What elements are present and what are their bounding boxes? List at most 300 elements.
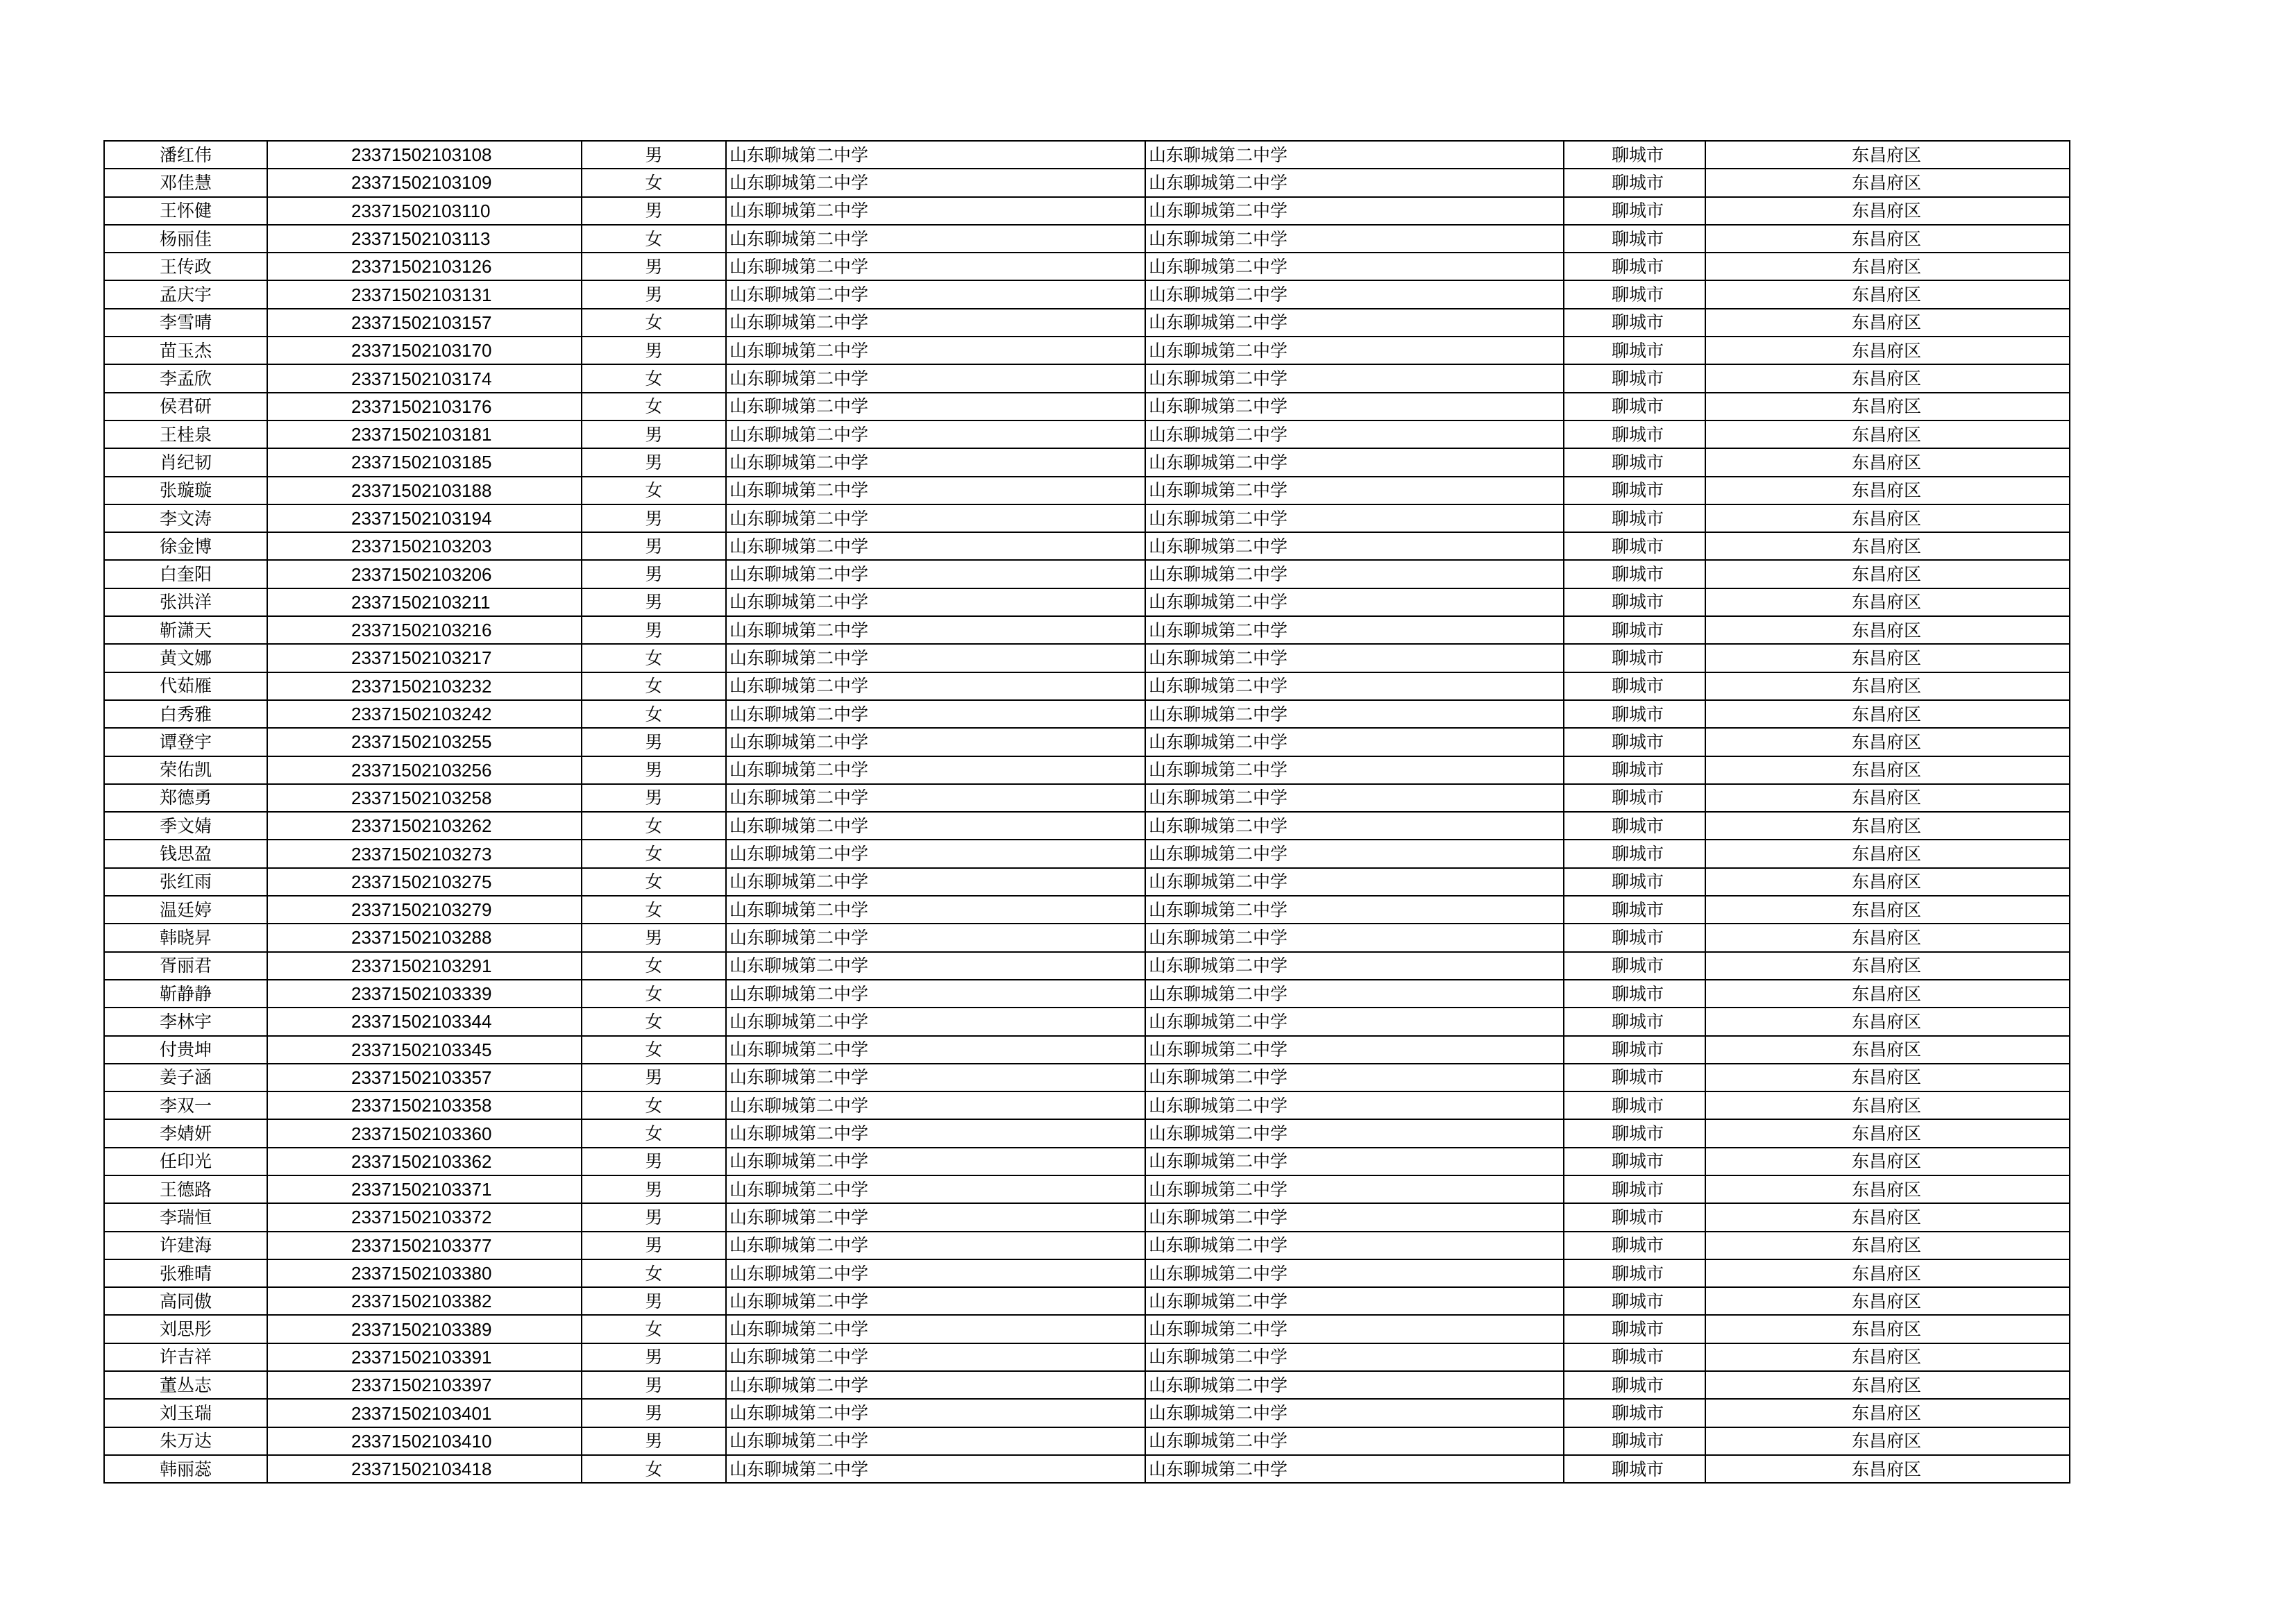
student-table [103,140,2070,1484]
exam-id-cell: 23371502103113 [267,225,582,253]
admission-school-cell: 山东聊城第二中学 [1145,1371,1564,1399]
city-cell: 聊城市 [1564,840,1705,867]
gender-cell: 女 [582,1119,726,1147]
exam-id-cell: 23371502103242 [267,700,582,728]
admission-school-cell: 山东聊城第二中学 [1145,141,1564,169]
exam-id-cell: 23371502103397 [267,1371,582,1399]
district-cell: 东昌府区 [1705,1287,2070,1315]
district-cell: 东昌府区 [1705,1232,2070,1259]
district-cell: 东昌府区 [1705,1064,2070,1091]
city-cell: 聊城市 [1564,588,1705,616]
gender-cell: 男 [582,1148,726,1175]
name-cell: 谭登宇 [104,728,267,756]
district-cell: 东昌府区 [1705,1427,2070,1455]
name-cell: 李林宇 [104,1008,267,1035]
admission-school-cell: 山东聊城第二中学 [1145,980,1564,1008]
school-cell: 山东聊城第二中学 [726,560,1145,588]
exam-id-cell: 23371502103217 [267,644,582,672]
admission-school-cell: 山东聊城第二中学 [1145,1343,1564,1371]
admission-school-cell: 山东聊城第二中学 [1145,1399,1564,1427]
gender-cell: 男 [582,280,726,308]
admission-school-cell: 山东聊城第二中学 [1145,756,1564,784]
table-row [104,644,2070,672]
exam-id-cell: 23371502103255 [267,728,582,756]
table-row [104,980,2070,1008]
school-cell: 山东聊城第二中学 [726,1203,1145,1231]
school-cell: 山东聊城第二中学 [726,1427,1145,1455]
exam-id-cell: 23371502103275 [267,868,582,896]
district-cell: 东昌府区 [1705,393,2070,420]
city-cell: 聊城市 [1564,952,1705,980]
table-row [104,364,2070,392]
admission-school-cell: 山东聊城第二中学 [1145,812,1564,840]
gender-cell: 女 [582,896,726,924]
district-cell: 东昌府区 [1705,448,2070,476]
admission-school-cell: 山东聊城第二中学 [1145,728,1564,756]
table-row [104,700,2070,728]
district-cell: 东昌府区 [1705,1119,2070,1147]
table-row [104,420,2070,448]
table-row [104,393,2070,420]
school-cell: 山东聊城第二中学 [726,784,1145,812]
gender-cell: 男 [582,504,726,532]
city-cell: 聊城市 [1564,169,1705,196]
exam-id-cell: 23371502103362 [267,1148,582,1175]
city-cell: 聊城市 [1564,1008,1705,1035]
name-cell: 胥丽君 [104,952,267,980]
exam-id-cell: 23371502103131 [267,280,582,308]
city-cell: 聊城市 [1564,1119,1705,1147]
admission-school-cell: 山东聊城第二中学 [1145,197,1564,225]
admission-school-cell: 山东聊城第二中学 [1145,169,1564,196]
exam-id-cell: 23371502103176 [267,393,582,420]
gender-cell: 女 [582,225,726,253]
city-cell: 聊城市 [1564,225,1705,253]
name-cell: 李文涛 [104,504,267,532]
exam-id-cell: 23371502103389 [267,1315,582,1343]
school-cell: 山东聊城第二中学 [726,812,1145,840]
gender-cell: 女 [582,364,726,392]
name-cell: 黄文娜 [104,644,267,672]
exam-id-cell: 23371502103258 [267,784,582,812]
table-row [104,504,2070,532]
district-cell: 东昌府区 [1705,141,2070,169]
city-cell: 聊城市 [1564,896,1705,924]
district-cell: 东昌府区 [1705,280,2070,308]
exam-id-cell: 23371502103360 [267,1119,582,1147]
gender-cell: 女 [582,700,726,728]
table-row [104,1427,2070,1455]
admission-school-cell: 山东聊城第二中学 [1145,504,1564,532]
city-cell: 聊城市 [1564,812,1705,840]
admission-school-cell: 山东聊城第二中学 [1145,1119,1564,1147]
name-cell: 朱万达 [104,1427,267,1455]
gender-cell: 男 [582,141,726,169]
gender-cell: 男 [582,924,726,951]
school-cell: 山东聊城第二中学 [726,756,1145,784]
name-cell: 王德路 [104,1175,267,1203]
table-row [104,337,2070,364]
city-cell: 聊城市 [1564,1399,1705,1427]
school-cell: 山东聊城第二中学 [726,1371,1145,1399]
city-cell: 聊城市 [1564,616,1705,644]
district-cell: 东昌府区 [1705,1343,2070,1371]
table-row [104,1091,2070,1119]
exam-id-cell: 23371502103194 [267,504,582,532]
school-cell: 山东聊城第二中学 [726,896,1145,924]
gender-cell: 男 [582,420,726,448]
name-cell: 任印光 [104,1148,267,1175]
table-row [104,952,2070,980]
district-cell: 东昌府区 [1705,1091,2070,1119]
city-cell: 聊城市 [1564,197,1705,225]
district-cell: 东昌府区 [1705,225,2070,253]
school-cell: 山东聊城第二中学 [726,1008,1145,1035]
name-cell: 苗玉杰 [104,337,267,364]
exam-id-cell: 23371502103108 [267,141,582,169]
table-row [104,141,2070,169]
exam-id-cell: 23371502103357 [267,1064,582,1091]
city-cell: 聊城市 [1564,253,1705,280]
admission-school-cell: 山东聊城第二中学 [1145,896,1564,924]
admission-school-cell: 山东聊城第二中学 [1145,1232,1564,1259]
gender-cell: 女 [582,980,726,1008]
city-cell: 聊城市 [1564,1371,1705,1399]
admission-school-cell: 山东聊城第二中学 [1145,868,1564,896]
admission-school-cell: 山东聊城第二中学 [1145,337,1564,364]
table-row [104,616,2070,644]
city-cell: 聊城市 [1564,1064,1705,1091]
district-cell: 东昌府区 [1705,784,2070,812]
district-cell: 东昌府区 [1705,560,2070,588]
district-cell: 东昌府区 [1705,1399,2070,1427]
name-cell: 潘红伟 [104,141,267,169]
admission-school-cell: 山东聊城第二中学 [1145,644,1564,672]
gender-cell: 女 [582,644,726,672]
gender-cell: 女 [582,812,726,840]
admission-school-cell: 山东聊城第二中学 [1145,477,1564,504]
school-cell: 山东聊城第二中学 [726,532,1145,560]
city-cell: 聊城市 [1564,532,1705,560]
city-cell: 聊城市 [1564,700,1705,728]
admission-school-cell: 山东聊城第二中学 [1145,1315,1564,1343]
gender-cell: 男 [582,197,726,225]
table-row [104,280,2070,308]
name-cell: 杨丽佳 [104,225,267,253]
exam-id-cell: 23371502103410 [267,1427,582,1455]
school-cell: 山东聊城第二中学 [726,1148,1145,1175]
school-cell: 山东聊城第二中学 [726,1119,1145,1147]
school-cell: 山东聊城第二中学 [726,840,1145,867]
city-cell: 聊城市 [1564,560,1705,588]
district-cell: 东昌府区 [1705,672,2070,700]
city-cell: 聊城市 [1564,420,1705,448]
name-cell: 李双一 [104,1091,267,1119]
admission-school-cell: 山东聊城第二中学 [1145,225,1564,253]
gender-cell: 女 [582,868,726,896]
name-cell: 王怀健 [104,197,267,225]
gender-cell: 男 [582,1232,726,1259]
gender-cell: 男 [582,560,726,588]
school-cell: 山东聊城第二中学 [726,309,1145,337]
gender-cell: 女 [582,169,726,196]
school-cell: 山东聊城第二中学 [726,504,1145,532]
table-row [104,532,2070,560]
name-cell: 张洪洋 [104,588,267,616]
admission-school-cell: 山东聊城第二中学 [1145,924,1564,951]
gender-cell: 男 [582,588,726,616]
exam-id-cell: 23371502103358 [267,1091,582,1119]
exam-id-cell: 23371502103262 [267,812,582,840]
table-row [104,756,2070,784]
district-cell: 东昌府区 [1705,812,2070,840]
admission-school-cell: 山东聊城第二中学 [1145,532,1564,560]
city-cell: 聊城市 [1564,1259,1705,1287]
city-cell: 聊城市 [1564,784,1705,812]
district-cell: 东昌府区 [1705,868,2070,896]
school-cell: 山东聊城第二中学 [726,448,1145,476]
district-cell: 东昌府区 [1705,169,2070,196]
name-cell: 季文婧 [104,812,267,840]
table-row [104,728,2070,756]
city-cell: 聊城市 [1564,364,1705,392]
name-cell: 张璇璇 [104,477,267,504]
school-cell: 山东聊城第二中学 [726,337,1145,364]
name-cell: 靳潇天 [104,616,267,644]
name-cell: 肖纪韧 [104,448,267,476]
gender-cell: 男 [582,1287,726,1315]
gender-cell: 女 [582,309,726,337]
name-cell: 白奎阳 [104,560,267,588]
district-cell: 东昌府区 [1705,1315,2070,1343]
admission-school-cell: 山东聊城第二中学 [1145,253,1564,280]
admission-school-cell: 山东聊城第二中学 [1145,616,1564,644]
admission-school-cell: 山东聊城第二中学 [1145,309,1564,337]
name-cell: 李婧妍 [104,1119,267,1147]
name-cell: 郑德勇 [104,784,267,812]
school-cell: 山东聊城第二中学 [726,420,1145,448]
exam-id-cell: 23371502103279 [267,896,582,924]
name-cell: 李瑞恒 [104,1203,267,1231]
exam-id-cell: 23371502103380 [267,1259,582,1287]
district-cell: 东昌府区 [1705,309,2070,337]
gender-cell: 女 [582,1259,726,1287]
name-cell: 董丛志 [104,1371,267,1399]
exam-id-cell: 23371502103288 [267,924,582,951]
district-cell: 东昌府区 [1705,1203,2070,1231]
name-cell: 白秀雅 [104,700,267,728]
district-cell: 东昌府区 [1705,588,2070,616]
admission-school-cell: 山东聊城第二中学 [1145,1091,1564,1119]
name-cell: 王传政 [104,253,267,280]
school-cell: 山东聊城第二中学 [726,952,1145,980]
gender-cell: 男 [582,253,726,280]
school-cell: 山东聊城第二中学 [726,1287,1145,1315]
gender-cell: 女 [582,1008,726,1035]
exam-id-cell: 23371502103188 [267,477,582,504]
city-cell: 聊城市 [1564,448,1705,476]
city-cell: 聊城市 [1564,1203,1705,1231]
gender-cell: 男 [582,756,726,784]
table-row [104,169,2070,196]
admission-school-cell: 山东聊城第二中学 [1145,1203,1564,1231]
exam-id-cell: 23371502103110 [267,197,582,225]
name-cell: 韩丽蕊 [104,1455,267,1483]
admission-school-cell: 山东聊城第二中学 [1145,784,1564,812]
name-cell: 钱思盈 [104,840,267,867]
table-row [104,1399,2070,1427]
table-row [104,1371,2070,1399]
gender-cell: 男 [582,784,726,812]
school-cell: 山东聊城第二中学 [726,253,1145,280]
district-cell: 东昌府区 [1705,1455,2070,1483]
table-row [104,309,2070,337]
city-cell: 聊城市 [1564,337,1705,364]
gender-cell: 女 [582,672,726,700]
gender-cell: 男 [582,1203,726,1231]
admission-school-cell: 山东聊城第二中学 [1145,1455,1564,1483]
exam-id-cell: 23371502103372 [267,1203,582,1231]
city-cell: 聊城市 [1564,1232,1705,1259]
exam-id-cell: 23371502103291 [267,952,582,980]
exam-id-cell: 23371502103216 [267,616,582,644]
district-cell: 东昌府区 [1705,756,2070,784]
district-cell: 东昌府区 [1705,477,2070,504]
exam-id-cell: 23371502103232 [267,672,582,700]
exam-id-cell: 23371502103206 [267,560,582,588]
school-cell: 山东聊城第二中学 [726,225,1145,253]
gender-cell: 男 [582,532,726,560]
admission-school-cell: 山东聊城第二中学 [1145,1259,1564,1287]
exam-id-cell: 23371502103170 [267,337,582,364]
name-cell: 高同傲 [104,1287,267,1315]
exam-id-cell: 23371502103377 [267,1232,582,1259]
gender-cell: 女 [582,1455,726,1483]
district-cell: 东昌府区 [1705,1008,2070,1035]
table-row [104,812,2070,840]
district-cell: 东昌府区 [1705,700,2070,728]
district-cell: 东昌府区 [1705,1259,2070,1287]
table-row [104,896,2070,924]
table-row [104,448,2070,476]
school-cell: 山东聊城第二中学 [726,1091,1145,1119]
exam-id-cell: 23371502103382 [267,1287,582,1315]
name-cell: 张红雨 [104,868,267,896]
table-row [104,253,2070,280]
gender-cell: 女 [582,1036,726,1064]
name-cell: 付贵坤 [104,1036,267,1064]
school-cell: 山东聊城第二中学 [726,1315,1145,1343]
district-cell: 东昌府区 [1705,840,2070,867]
admission-school-cell: 山东聊城第二中学 [1145,1008,1564,1035]
exam-id-cell: 23371502103157 [267,309,582,337]
admission-school-cell: 山东聊城第二中学 [1145,1036,1564,1064]
district-cell: 东昌府区 [1705,337,2070,364]
name-cell: 徐金博 [104,532,267,560]
city-cell: 聊城市 [1564,1455,1705,1483]
exam-id-cell: 23371502103344 [267,1008,582,1035]
city-cell: 聊城市 [1564,477,1705,504]
admission-school-cell: 山东聊城第二中学 [1145,672,1564,700]
school-cell: 山东聊城第二中学 [726,1064,1145,1091]
district-cell: 东昌府区 [1705,924,2070,951]
gender-cell: 男 [582,1064,726,1091]
exam-id-cell: 23371502103203 [267,532,582,560]
gender-cell: 男 [582,616,726,644]
district-cell: 东昌府区 [1705,1371,2070,1399]
gender-cell: 男 [582,1427,726,1455]
admission-school-cell: 山东聊城第二中学 [1145,700,1564,728]
admission-school-cell: 山东聊城第二中学 [1145,588,1564,616]
table-row [104,840,2070,867]
admission-school-cell: 山东聊城第二中学 [1145,364,1564,392]
name-cell: 邓佳慧 [104,169,267,196]
district-cell: 东昌府区 [1705,253,2070,280]
admission-school-cell: 山东聊城第二中学 [1145,420,1564,448]
table-row [104,1008,2070,1035]
table-row [104,1343,2070,1371]
school-cell: 山东聊城第二中学 [726,1259,1145,1287]
name-cell: 孟庆宇 [104,280,267,308]
city-cell: 聊城市 [1564,1427,1705,1455]
district-cell: 东昌府区 [1705,896,2070,924]
admission-school-cell: 山东聊城第二中学 [1145,952,1564,980]
table-row [104,477,2070,504]
city-cell: 聊城市 [1564,672,1705,700]
table-row [104,1315,2070,1343]
table-row [104,1175,2070,1203]
admission-school-cell: 山东聊城第二中学 [1145,448,1564,476]
table-row [104,784,2070,812]
district-cell: 东昌府区 [1705,420,2070,448]
table-row [104,1036,2070,1064]
school-cell: 山东聊城第二中学 [726,477,1145,504]
school-cell: 山东聊城第二中学 [726,700,1145,728]
city-cell: 聊城市 [1564,1315,1705,1343]
gender-cell: 女 [582,952,726,980]
school-cell: 山东聊城第二中学 [726,197,1145,225]
school-cell: 山东聊城第二中学 [726,1343,1145,1371]
name-cell: 许吉祥 [104,1343,267,1371]
exam-id-cell: 23371502103345 [267,1036,582,1064]
name-cell: 张雅晴 [104,1259,267,1287]
school-cell: 山东聊城第二中学 [726,1455,1145,1483]
school-cell: 山东聊城第二中学 [726,924,1145,951]
admission-school-cell: 山东聊城第二中学 [1145,393,1564,420]
table-row [104,197,2070,225]
city-cell: 聊城市 [1564,1036,1705,1064]
exam-id-cell: 23371502103391 [267,1343,582,1371]
gender-cell: 男 [582,728,726,756]
district-cell: 东昌府区 [1705,980,2070,1008]
table-row [104,1119,2070,1147]
gender-cell: 女 [582,1315,726,1343]
name-cell: 荣佑凯 [104,756,267,784]
table-row [104,672,2070,700]
name-cell: 刘玉瑞 [104,1399,267,1427]
school-cell: 山东聊城第二中学 [726,280,1145,308]
exam-id-cell: 23371502103174 [267,364,582,392]
table-row [104,1203,2070,1231]
name-cell: 李孟欣 [104,364,267,392]
admission-school-cell: 山东聊城第二中学 [1145,280,1564,308]
exam-id-cell: 23371502103401 [267,1399,582,1427]
school-cell: 山东聊城第二中学 [726,868,1145,896]
city-cell: 聊城市 [1564,1148,1705,1175]
school-cell: 山东聊城第二中学 [726,141,1145,169]
city-cell: 聊城市 [1564,924,1705,951]
name-cell: 温廷婷 [104,896,267,924]
